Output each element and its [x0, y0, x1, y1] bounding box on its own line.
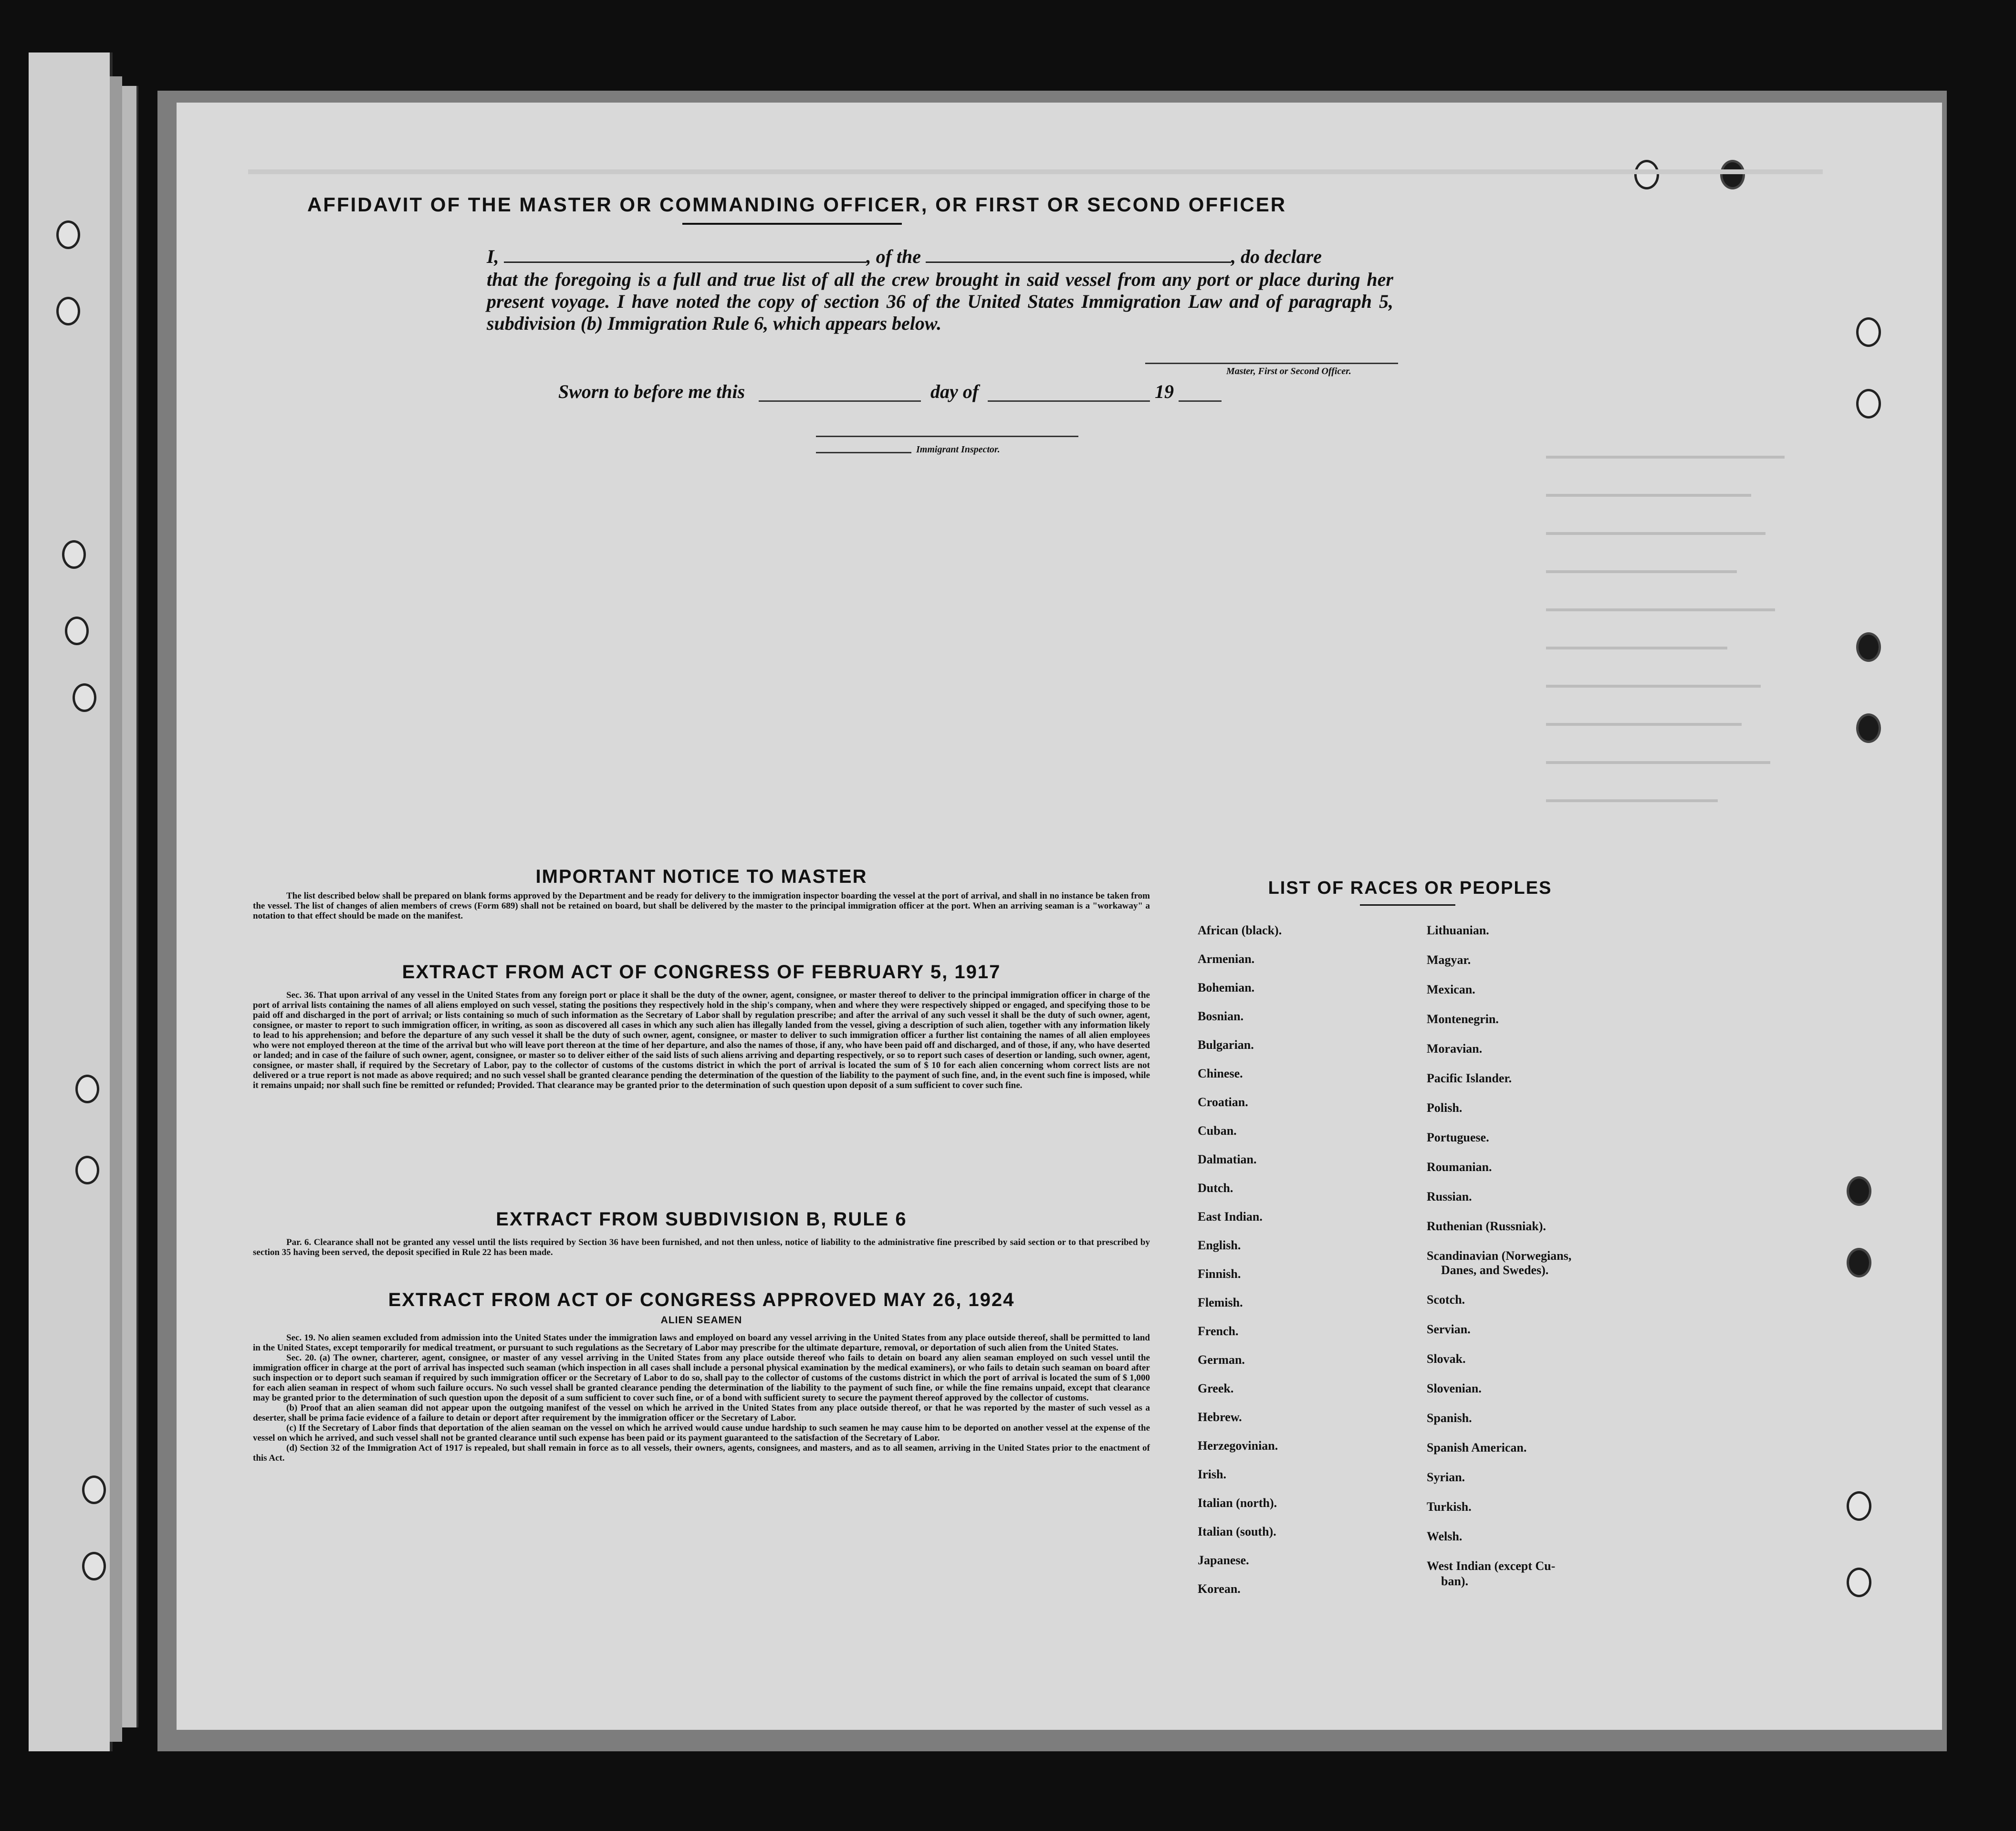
punch-hole [1856, 317, 1881, 347]
master-signature-line [1145, 363, 1398, 364]
race-item: Spanish American. [1427, 1441, 1527, 1454]
race-item: Italian (south). [1198, 1525, 1276, 1538]
binder-hole [65, 617, 89, 645]
bleed-through-line [1546, 456, 1785, 459]
sworn-prefix: Sworn to before me this [558, 381, 745, 402]
punch-hole [1634, 160, 1659, 189]
binder-hole [56, 220, 80, 249]
extract-1924-paragraph: (d) Section 32 of the Immigration Act of 1917 is repealed, but shall remain in force as to all vessels, their owners, agents, consignees, and masters, and as to all seamen, arriving in the United States prior to the enactment of this Act. [253, 1443, 1150, 1463]
extract-1924-text [253, 1333, 1150, 1463]
bleed-through-line [1546, 647, 1727, 649]
inspector-line [816, 452, 911, 453]
race-item: Servian. [1427, 1322, 1471, 1336]
race-item: Croatian. [1198, 1095, 1248, 1109]
race-item: Bohemian. [1198, 981, 1255, 994]
bleed-through-line [1546, 723, 1742, 726]
vessel-blank [926, 262, 1231, 263]
binder-hole [82, 1552, 106, 1580]
punch-hole [1847, 1491, 1871, 1521]
race-item: Finnish. [1198, 1267, 1241, 1281]
rule6-paragraph: Par. 6. Clearance shall not be granted any vessel until the lists required by Section 36 have been furnished, and not then unless, notice of liability to the administrative fine prescribed by said section or to that prescribed by section 35 having been served, the deposit specified in Rule 22 has been made. [253, 1237, 1150, 1257]
bleed-through-line [1546, 761, 1770, 764]
binder-edge-inner [122, 86, 138, 1727]
race-item: Montenegrin. [1427, 1012, 1499, 1026]
race-item: East Indian. [1198, 1210, 1263, 1224]
declaration-line [487, 246, 1393, 268]
binder-hole [56, 297, 80, 325]
race-item: Scandinavian (Norwegians, [1427, 1249, 1572, 1263]
bleed-through-line [1546, 532, 1765, 535]
race-item: Flemish. [1198, 1296, 1243, 1309]
notice-text [253, 891, 1150, 921]
binder-hole [73, 683, 96, 712]
inspector-line-top [816, 436, 1078, 437]
sworn-month-blank [988, 400, 1150, 402]
race-item: Dutch. [1198, 1181, 1233, 1195]
race-item: English. [1198, 1238, 1241, 1252]
binder-hole [82, 1475, 106, 1504]
bleed-through-line [1546, 494, 1751, 497]
race-item: Chinese. [1198, 1067, 1243, 1080]
punch-hole [1847, 1568, 1871, 1597]
sworn-year-blank [1179, 400, 1222, 402]
race-item: Bosnian. [1198, 1009, 1244, 1023]
rule6-title: EXTRACT FROM SUBDIVISION B, RULE 6 [496, 1209, 907, 1230]
race-item: Magyar. [1427, 953, 1471, 967]
races-title-rule [1360, 904, 1455, 906]
title-rule [682, 223, 902, 225]
sworn-day-label: day of [930, 381, 979, 402]
punch-hole [1847, 1248, 1871, 1277]
race-item: Turkish. [1427, 1500, 1472, 1514]
race-item: Hebrew. [1198, 1410, 1242, 1424]
race-item: Portuguese. [1427, 1130, 1489, 1144]
extract-1924-paragraph: (c) If the Secretary of Labor finds that deportation of the alien seaman on the vessel on which he arrived would cause undue hardship to such seamen he may cause him to be deported on another vessel at the expense of the vessel on which he arrived, and such vessel shall not be granted clearance until such expense has been paid or its payment guaranteed to the satisfaction of the Secretary of Labor. [253, 1423, 1150, 1443]
binder-hole [75, 1075, 99, 1103]
declaration-end: , do declare [1231, 246, 1322, 267]
bleed-through-line [1546, 608, 1775, 611]
race-item: Dalmatian. [1198, 1152, 1257, 1166]
manifest-page [177, 103, 1942, 1730]
master-caption: Master, First or Second Officer. [1226, 366, 1351, 377]
race-item: Pacific Islander. [1427, 1071, 1512, 1085]
race-item: Welsh. [1427, 1529, 1462, 1543]
race-item: French. [1198, 1324, 1239, 1338]
bleed-through-line [1546, 799, 1718, 802]
extract-1924-paragraph: (b) Proof that an alien seaman did not appear upon the outgoing manifest of the vessel on which he arrived in the United States from any place outside thereof, or that he was reported by the master of such vessel as a deserter, shall be prima facie evidence of a failure to detain or deport after requirement by the immigration officer or the Secretary of Labor. [253, 1403, 1150, 1423]
rule6-text [253, 1237, 1150, 1257]
race-item: Herzegovinian. [1198, 1439, 1278, 1453]
race-item: Danes, and Swedes). [1441, 1263, 1549, 1277]
affidavit-title: AFFIDAVIT OF THE MASTER OR COMMANDING OFFICER, OR FIRST OR SECOND OFFICER [307, 193, 1287, 216]
race-item: Bulgarian. [1198, 1038, 1254, 1052]
sworn-day-blank [759, 400, 921, 402]
extract-1924-paragraph: Sec. 19. No alien seamen excluded from admission into the United States under the immigration laws and employed on board any vessel arriving in the United States from any place outside thereof, shall be permitted to land in the United States, except temporarily for medical treatment, or pursuant to such regulations as the Secretary of Labor may prescribe for the ultimate departure, removal, or deportation of such alien from the United States. [253, 1333, 1150, 1353]
notice-title: IMPORTANT NOTICE TO MASTER [535, 866, 867, 887]
race-item: Russian. [1427, 1190, 1472, 1203]
race-item: West Indian (except Cu- [1427, 1559, 1556, 1573]
declaration-of: , of the [866, 246, 921, 267]
bleed-through-line [1546, 570, 1737, 573]
race-item: Armenian. [1198, 952, 1255, 966]
extract-1917-text [253, 990, 1150, 1090]
race-item: Spanish. [1427, 1411, 1472, 1425]
punch-hole [1856, 632, 1881, 662]
punch-hole [1856, 389, 1881, 419]
bleed-through-line [1546, 685, 1761, 688]
punch-hole [1856, 713, 1881, 743]
binder-hole [75, 1156, 99, 1184]
race-item: ban). [1441, 1574, 1469, 1588]
race-item: Cuban. [1198, 1124, 1237, 1138]
declaration-pronoun: I, [487, 246, 499, 267]
race-item: Korean. [1198, 1582, 1241, 1596]
extract-1917-title: EXTRACT FROM ACT OF CONGRESS OF FEBRUARY 5, 1917 [402, 962, 1001, 983]
race-item: Slovenian. [1427, 1381, 1482, 1395]
extract-1924-title: EXTRACT FROM ACT OF CONGRESS APPROVED MAY 26, 1924 [388, 1289, 1015, 1310]
binder-hole [62, 540, 86, 569]
race-item: Roumanian. [1427, 1160, 1492, 1174]
race-item: Japanese. [1198, 1553, 1249, 1567]
race-item: Slovak. [1427, 1352, 1466, 1366]
punch-hole [1720, 160, 1745, 189]
race-item: Syrian. [1427, 1470, 1465, 1484]
binder-edge [110, 76, 122, 1742]
name-blank [504, 262, 867, 263]
race-item: Moravian. [1427, 1042, 1483, 1056]
race-item: Lithuanian. [1427, 923, 1489, 937]
extract-1924-paragraph: Sec. 20. (a) The owner, charterer, agent, consignee, or master of any vessel arriving in the United States from any place outside thereof who fails to detain on board any alien seaman employed on such vessel until the immigration officer in charge at the port of arrival has inspected such seaman (which inspection in all cases shall include a personal physical examination by the medical examiners), or who fails to detain such seaman on board after such inspection or to deport such seaman if required by such immigration officer or the Secretary of Labor to do so, shall pay to the collector of customs of the customs district in which the port of arrival is located the sum of $ 1,000 for each alien seaman in respect of whom such failure occurs. No such vessel shall be granted clearance pending the determination of the liability to the payment of such fine, or while the fine remains unpaid, except that clearance may be granted prior to the determination of such question upon the deposit of a sum sufficient to cover such fine, or of a bond with sufficient surety to secure the payment thereof approved by the collector of customs. [253, 1353, 1150, 1403]
notice-paragraph: The list described below shall be prepared on blank forms approved by the Department and be ready for delivery to the immigration inspector boarding the vessel at the port of arrival, and shall in no instance be taken from the vessel. The list of changes of alien members of crews (Form 689) shall not be retained on board, but shall be delivered by the master to the principal immigration officer at the port. When an arriving seaman is a "workaway" a notation to that effect should be made on the manifest. [253, 891, 1150, 921]
declaration-body: that the foregoing is a full and true list of all the crew brought in said vessel from any port or place during her present voyage. I have noted the copy of section 36 of the United States Immigration Law and of paragraph 5, subdivision (b) Immigration Rule 6, which appears below. [487, 269, 1393, 334]
alien-seamen-subtitle: ALIEN SEAMEN [660, 1315, 742, 1326]
punch-hole [1847, 1176, 1871, 1206]
race-item: Greek. [1198, 1381, 1234, 1395]
bleed-through-line [248, 169, 1823, 174]
race-item: African (black). [1198, 923, 1282, 937]
race-item: Ruthenian (Russniak). [1427, 1219, 1546, 1233]
inspector-caption: Immigrant Inspector. [916, 444, 1000, 455]
extract-1917-paragraph: Sec. 36. That upon arrival of any vessel in the United States from any foreign port or place it shall be the duty of the owner, agent, consignee, or master thereof to deliver to the principal immigration officer in charge of the port of arrival lists containing the names of all aliens employed on such vessel, stating the positions they respectively hold in the ship's company, when and where they were respectively shipped or engaged, and specifying those to be paid off and discharged in the port of arrival; or lists containing so much of such information as the Secretary of Labor shall by regulation prescribe; and after the arrival of any such vessel it shall be the duty of such owner, agent, consignee, or master to report to such immigration officer, in writing, as soon as discovered all cases in which any such alien has illegally landed from the vessel, giving a description of such alien, together with any information likely to lead to his apprehension; and before the departure of any such vessel it shall be the duty of such owner, agent, consignee, or master to deliver to such immigration officer a further list containing the names of all alien employees who were not employed thereon at the time of the arrival but who will leave port thereon at the time of her departure, and also the names of those, if any, who have been paid off and discharged, and of those, if any, who have deserted or landed; and in case of the failure of such owner, agent, consignee, or master so to deliver either of the said lists of such aliens arriving and departing respectively, or so to report such cases of desertion or landing, such owner, agent, consignee, or master shall, if required by the Secretary of Labor, pay to the collector of customs of the customs district in which the port of arrival is located the sum of $ 10 for each alien concerning whom correct lists are not delivered or a true report is not made as above required; and no such vessel shall be granted clearance pending the determination of the question of the liability to the payment of such fine, and, in the event such fine is imposed, while it remains unpaid; nor shall such fine be remitted or refunded; Provided. That clearance may be granted prior to the determination of such question upon deposit of a sum sufficient to cover such fine. [253, 990, 1150, 1090]
race-item: Scotch. [1427, 1293, 1465, 1307]
race-item: Mexican. [1427, 983, 1475, 996]
race-item: Italian (north). [1198, 1496, 1277, 1510]
race-item: Polish. [1427, 1101, 1462, 1115]
race-item: German. [1198, 1353, 1245, 1367]
sworn-year-prefix: 19 [1155, 381, 1174, 402]
race-item: Irish. [1198, 1467, 1226, 1481]
races-title: LIST OF RACES OR PEOPLES [1268, 878, 1552, 898]
